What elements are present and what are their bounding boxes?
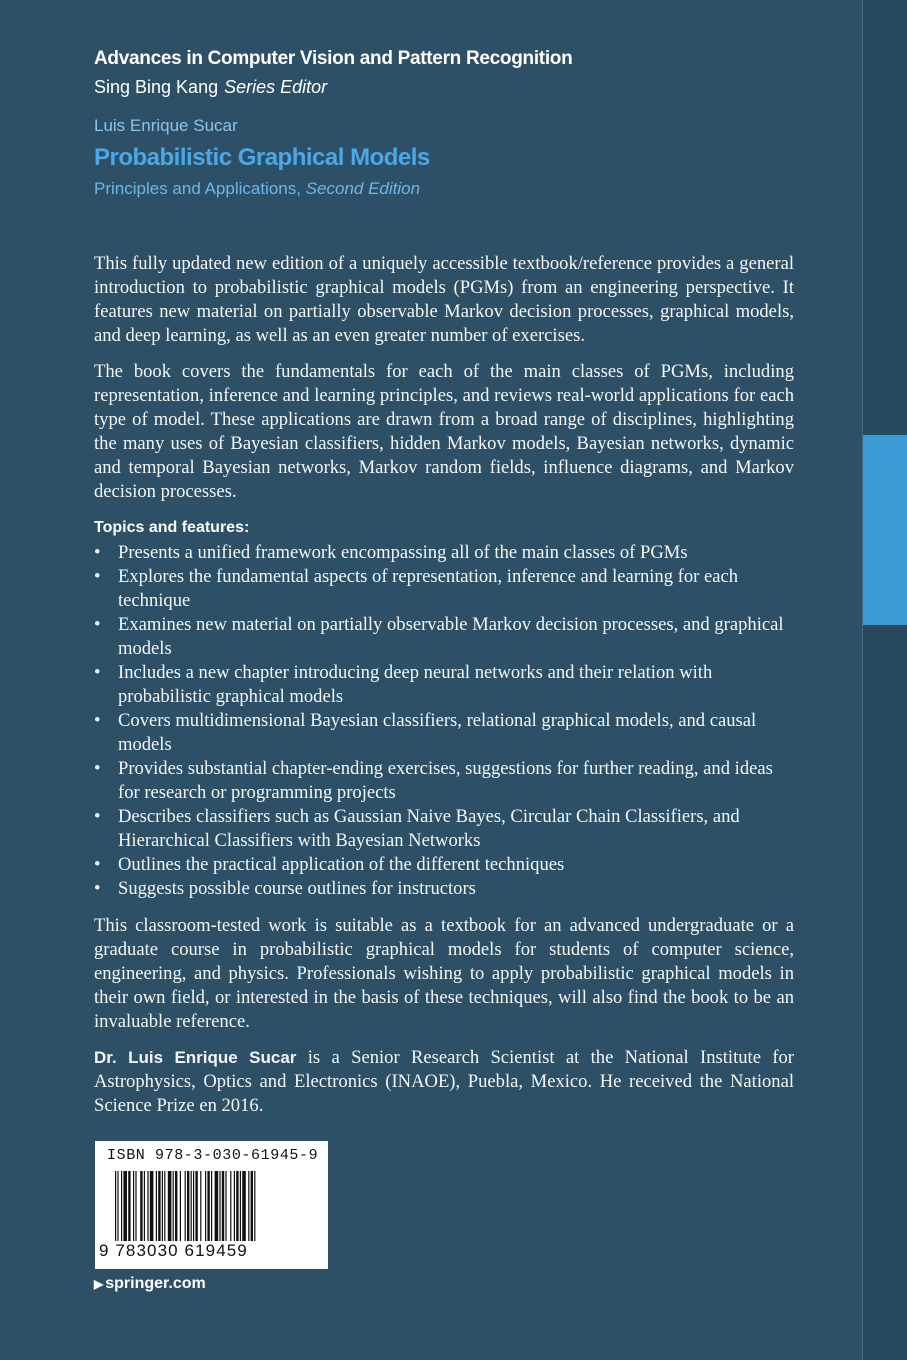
barcode-bar	[187, 1171, 189, 1241]
barcode-bar	[135, 1171, 136, 1241]
barcode-bar	[254, 1171, 255, 1241]
barcode-bar	[251, 1171, 253, 1241]
barcode-bar	[123, 1171, 127, 1241]
barcode-bar	[211, 1171, 212, 1241]
bullet-icon: •	[94, 758, 101, 779]
barcode-bar	[173, 1171, 174, 1241]
barcode-bar	[144, 1171, 145, 1241]
author-bio	[94, 1046, 794, 1118]
barcode-bar	[248, 1171, 249, 1241]
barcode-bar	[200, 1171, 201, 1241]
barcode-bar	[242, 1171, 246, 1241]
barcode-bar	[175, 1171, 177, 1241]
barcode-bar	[234, 1171, 235, 1241]
list-item: • Outlines the practical application of the different techniques	[94, 854, 565, 875]
bullet-icon: •	[94, 854, 101, 875]
book-author: Luis Enrique Sucar	[94, 116, 238, 135]
list-item: • Describes classifiers such as Gaussian Naive Bayes, Circular Chain Classifiers, and Hierarchical Classifiers with Bayesian Networks	[94, 806, 740, 851]
description-paragraph-1: This fully updated new edition of a uniquely accessible textbook/reference provides a general introduction to probabilistic graphical models (PGMs) from an engineering perspective. It features new material on partially observable Markov decision processes, graphical models, and deep learning, as well as an even greater number of exercises.	[94, 253, 794, 346]
barcode-bar	[156, 1171, 157, 1241]
barcode-bar	[222, 1171, 224, 1241]
list-item: • Includes a new chapter introducing deep neural networks and their relation with probabilistic graphical models	[94, 662, 713, 707]
barcode-bar	[219, 1171, 220, 1241]
barcode-bar	[240, 1171, 241, 1241]
bullet-icon: •	[94, 662, 101, 683]
series-editor-name: Sing Bing Kang	[94, 77, 219, 97]
barcode-bar	[215, 1171, 219, 1241]
bullet-icon: •	[94, 806, 101, 827]
series-editor-role: Series Editor	[224, 77, 328, 97]
barcode-bar	[158, 1171, 160, 1241]
arrow-right-icon: ▶	[94, 1277, 104, 1291]
bullet-icon: •	[94, 878, 101, 899]
bullet-icon: •	[94, 542, 101, 563]
edition-text: Second Edition	[305, 179, 421, 198]
topics-list	[94, 541, 794, 901]
barcode-bar	[147, 1171, 148, 1241]
spine-accent-bar	[863, 435, 907, 625]
barcode-bar	[230, 1171, 231, 1241]
barcode-bar	[205, 1171, 206, 1241]
subtitle-text: Principles and Applications,	[94, 179, 301, 198]
bullet-icon: •	[94, 614, 101, 635]
author-bio-text: is a Senior Research Scientist at the National Institute for Astrophysics, Optics and Electronics (INAOE), Puebla, Mexico. He received the National Science Prize en 2016.	[94, 1047, 795, 1116]
barcode-digits: 9 783030 619459	[99, 1241, 248, 1260]
description-paragraph-2: The book covers the fundamentals for each of the main classes of PGMs, including representation, inference and learning principles, and reviews real-world applications for each type of model. These applications are drawn from a broad range of disciplines, highlighting the many uses of Bayesian classifiers, hidden Markov models, Bayesian networks, dynamic and temporal Bayesian networks, Markov random fields, influence diagrams, and Markov decision processes.	[94, 361, 794, 502]
barcode-bar	[150, 1171, 154, 1241]
spine-edge	[862, 0, 907, 1360]
list-item: • Suggests possible course outlines for instructors	[94, 878, 476, 899]
publisher-link[interactable]	[94, 1275, 206, 1293]
barcode-bar	[191, 1171, 192, 1241]
barcode-bar	[162, 1171, 163, 1241]
publisher-url: springer.com	[105, 1275, 206, 1292]
barcode-bar	[117, 1171, 118, 1241]
author-bio-name: Dr. Luis Enrique Sucar	[94, 1048, 297, 1067]
barcode-bar	[168, 1171, 172, 1241]
book-subtitle	[94, 179, 420, 199]
barcode-bar	[180, 1171, 181, 1241]
barcode-bar	[140, 1171, 142, 1241]
isbn-barcode	[95, 1141, 328, 1269]
barcode-bar	[207, 1171, 209, 1241]
barcode-bar	[121, 1171, 122, 1241]
barcode-bar	[236, 1171, 238, 1241]
book-title: Probabilistic Graphical Models	[94, 144, 430, 171]
list-item: • Explores the fundamental aspects of representation, inference and learning for each technique	[94, 566, 739, 611]
barcode-bar	[164, 1171, 165, 1241]
series-title: Advances in Computer Vision and Pattern Recognition	[94, 48, 573, 69]
description-paragraph-3: This classroom-tested work is suitable as a textbook for an advanced undergraduate or a graduate course in probabilistic graphical models for students of computer science, engineering, and physics. Professionals wishing to apply probabilistic graphical models in their own field, or interested in the basis of these techniques, will also find the book to be an invaluable reference.	[94, 915, 794, 1032]
list-item: • Presents a unified framework encompassing all of the main classes of PGMs	[94, 542, 688, 563]
barcode-bar	[115, 1171, 116, 1241]
topics-heading: Topics and features:	[94, 519, 250, 536]
barcode-bar	[133, 1171, 134, 1241]
barcode-bar	[195, 1171, 197, 1241]
barcode-bar	[193, 1171, 194, 1241]
list-item: • Provides substantial chapter-ending exercises, suggestions for further reading, and ideas for research or programming projects	[94, 758, 773, 803]
bullet-icon: •	[94, 710, 101, 731]
barcode-bars	[115, 1171, 308, 1241]
bullet-icon: •	[94, 566, 101, 587]
barcode-bar	[185, 1171, 186, 1241]
barcode-bar	[225, 1171, 226, 1241]
barcode-bar	[128, 1171, 130, 1241]
list-item: • Covers multidimensional Bayesian classifiers, relational graphical models, and causal models	[94, 710, 757, 755]
isbn-label: ISBN 978-3-030-61945-9	[107, 1147, 319, 1164]
list-item: • Examines new material on partially observable Markov decision processes, and graphical models	[94, 614, 784, 659]
series-editor	[94, 77, 327, 98]
